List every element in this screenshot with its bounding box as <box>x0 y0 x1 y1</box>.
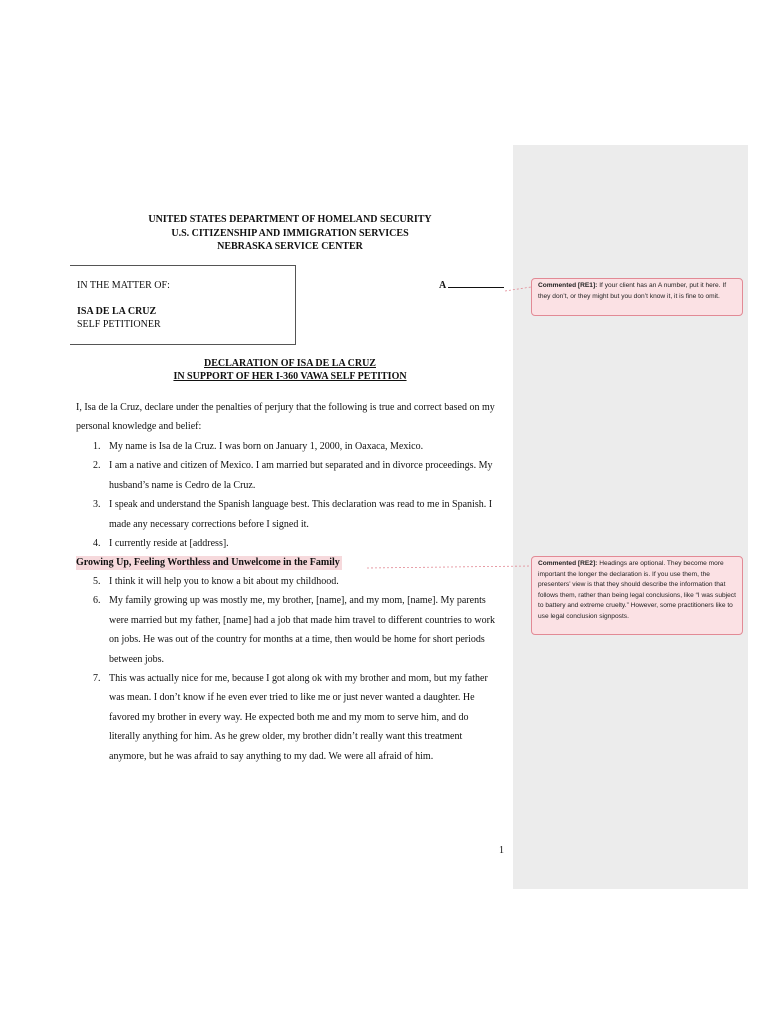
list-item-number: 6. <box>93 595 101 607</box>
a-number-field[interactable] <box>439 279 504 291</box>
list-item-number: 1. <box>93 441 101 452</box>
list-item <box>76 534 496 553</box>
petitioner-role: SELF PETITIONER <box>77 319 161 330</box>
comment-text: Headings are optional. They become more important the longer the declaration is. If you use them, the presenters’ view is that they should describe the information that follows them, rather than being legal conclusions, like “I was subject to battery and extreme cruelty.” However, some practitioners like to use legal conclusion signposts. <box>538 560 736 620</box>
declaration-title <box>70 358 510 383</box>
petitioner-name: ISA DE LA CRUZ <box>77 306 157 317</box>
list-item <box>76 495 496 534</box>
list-item-number: 2. <box>93 460 101 472</box>
comment-pane <box>513 145 748 889</box>
list-item-text: I am a native and citizen of Mexico. I am married but separated and in divorce proceedings. My husband’s name is Cedro de la Cruz. <box>109 460 493 491</box>
declaration-intro: I, Isa de la Cruz, declare under the penalties of perjury that the following is true and correct based on my personal knowledge and belief: <box>76 402 495 433</box>
list-item-text: This was actually nice for me, because I got along ok with my brother and mom, but my father was mean. I don’t know if he even ever tried to like me or just never wanted a daughter. He favored my brother in every way. He expected both me and my mom to serve him, and do literally anything for him. As he grew older, my brother didn’t really want this treatment anymore, but he was afraid to say anything to my dad. We were all afraid of him. <box>109 673 488 762</box>
list-item <box>76 456 496 495</box>
agency-line-2: U.S. CITIZENSHIP AND IMMIGRATION SERVICES <box>171 227 409 239</box>
list-item <box>76 572 496 591</box>
section-heading[interactable]: Growing Up, Feeling Worthless and Unwelcome in the Family <box>76 557 340 568</box>
comment-connector-2 <box>367 566 531 568</box>
agency-line-1: UNITED STATES DEPARTMENT OF HOMELAND SECURITY <box>148 214 432 225</box>
matter-label: IN THE MATTER OF: <box>77 280 170 291</box>
declaration-title-line-1: DECLARATION OF ISA DE LA CRUZ <box>204 358 376 369</box>
page-number: 1 <box>499 845 504 856</box>
list-item-text: I currently reside at [address]. <box>109 538 229 550</box>
agency-header <box>70 213 510 254</box>
list-item-text: I think it will help you to know a bit about my childhood. <box>109 576 339 587</box>
matter-box <box>70 265 296 345</box>
list-item <box>76 591 496 669</box>
comment-balloon-2[interactable] <box>531 556 743 635</box>
list-item-text: My name is Isa de la Cruz. I was born on January 1, 2000, in Oaxaca, Mexico. <box>109 441 424 452</box>
list-item-number: 7. <box>93 673 101 685</box>
a-number-blank <box>448 279 504 288</box>
comment-balloon-1[interactable] <box>531 278 743 316</box>
comment-author: Commented [RE1]: <box>538 282 598 289</box>
a-number-label: A <box>439 280 446 291</box>
list-item-number: 4. <box>93 538 101 550</box>
list-item-text: I speak and understand the Spanish language best. This declaration was read to me in Spanish. I made any necessary corrections before I signed it. <box>109 499 493 530</box>
list-item-number: 3. <box>93 499 101 511</box>
list-item-number: 5. <box>93 576 101 587</box>
comment-author: Commented [RE2]: <box>538 560 598 567</box>
comment-text: If your client has an A number, put it here. If they don’t, or they might but you don’t know it, it is fine to omit. <box>538 282 727 300</box>
list-item-text: My family growing up was mostly me, my brother, [name], and my mom, [name]. My parents were married but my father, [name] had a job that made him travel to different countries to work on jobs. He was out of the country for months at a time, then would be home for short periods between jobs. <box>109 595 495 665</box>
numbered-list-2 <box>76 572 496 766</box>
agency-line-3: NEBRASKA SERVICE CENTER <box>217 241 363 252</box>
declaration-title-line-2: IN SUPPORT OF HER I-360 VAWA SELF PETITION <box>173 370 407 382</box>
numbered-list-1 <box>76 437 496 553</box>
list-item <box>76 437 496 456</box>
list-item <box>76 669 496 766</box>
